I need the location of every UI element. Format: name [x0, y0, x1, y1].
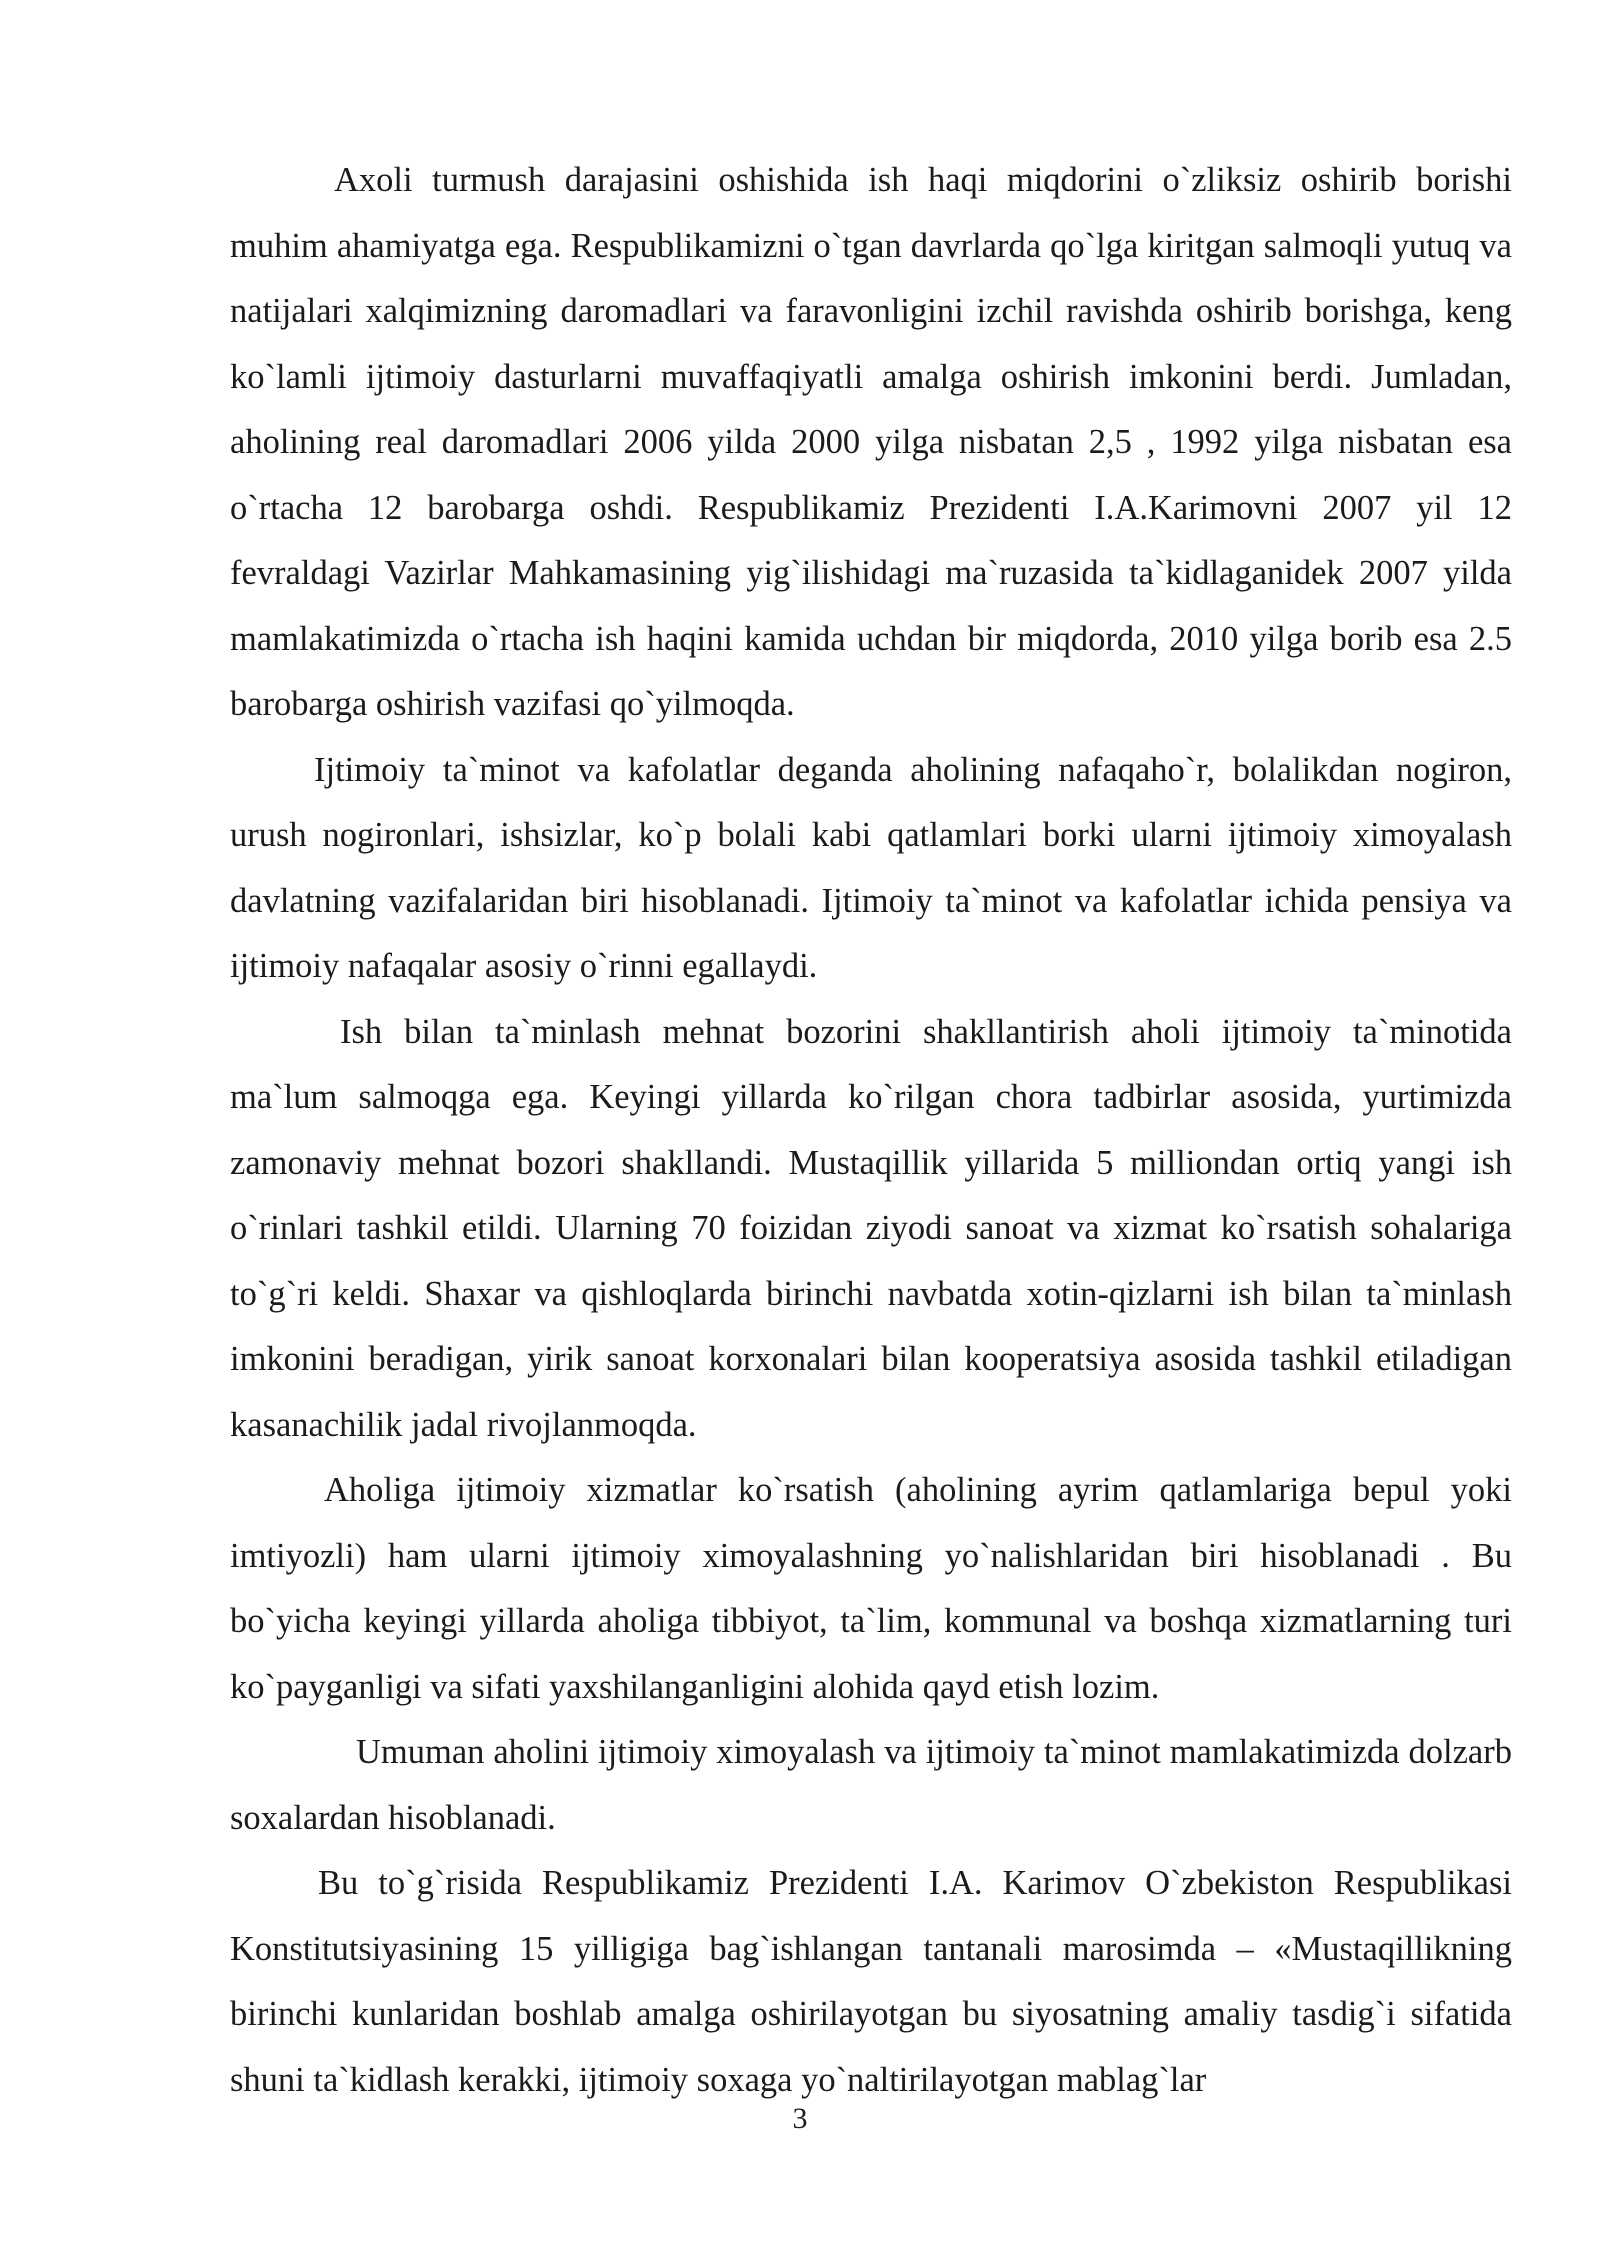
paragraph-social-security: Ijtimoiy ta`minot va kafolatlar deganda aholining nafaqaho`r, bolalikdan nogiron, urush nogironlari, ishsizlar, ko`p bolali kabi qatlamlari borki ularni ijtimoiy ximoyalash davlatning vazifalaridan biri hisoblanadi. Ijtimoiy ta`minot va kafolatlar ichida pensiya va ijtimoiy nafaqalar asosiy o`rinni egallaydi.	[230, 750, 1512, 985]
paragraph-president-quote: Bu to`g`risida Respublikamiz Prezidenti I.A. Karimov O`zbekiston Respublikasi Konstitutsiyasining 15 yilligiga bag`ishlangan tantanali marosimda – «Mustaqillikning birinchi kunlaridan boshlab amalga oshirilayotgan bu siyosatning amaliy tasdig`i sifatida shuni ta`kidlash kerakki, ijtimoiy soxaga yo`naltirilayotgan mablag`lar	[230, 1864, 1512, 2099]
paragraph-social-services: Aholiga ijtimoiy xizmatlar ko`rsatish (aholining ayrim qatlamlariga bepul yoki imtiyozli) ham ularni ijtimoiy ximoyalashning yo`nalishlaridan biri hisoblanadi . Bu bo`yicha keyingi yillarda aholiga tibbiyot, ta`lim, kommunal va boshqa xizmatlarning turi ko`payganligi va sifati yaxshilanganligini alohida qayd etish lozim.	[230, 1471, 1512, 1706]
paragraph-employment: Ish bilan ta`minlash mehnat bozorini shakllantirish aholi ijtimoiy ta`minotida ma`lum salmoqga ega. Keyingi yillarda ko`rilgan chora tadbirlar asosida, yurtimizda zamonaviy mehnat bozori shakllandi. Mustaqillik yillarida 5 milliondan ortiq yangi ish o`rinlari tashkil etildi. Ularning 70 foizidan ziyodi sanoat va xizmat ko`rsatish sohalariga to`g`ri keldi. Shaxar va qishloqlarda birinchi navbatda xotin-qizlarni ish bilan ta`minlash imkonini beradigan, yirik sanoat korxonalari bilan kooperatsiya asosida tashkil etiladigan kasanachilik jadal rivojlanmoqda.	[230, 1012, 1512, 1444]
paragraph-wages: Axoli turmush darajasini oshishida ish haqi miqdorini o`zliksiz oshirib borishi muhim ahamiyatga ega. Respublikamizni o`tgan davrlarda qo`lga kiritgan salmoqli yutuq va natijalari xalqimizning daromadlari va faravonligini izchil ravishda oshirib borishga, keng ko`lamli ijtimoiy dasturlarni muvaffaqiyatli amalga oshirish imkonini berdi. Jumladan, aholining real daromadlari 2006 yilda 2000 yilga nisbatan 2,5 , 1992 yilga nisbatan esa o`rtacha 12 barobarga oshdi. Respublikamiz Prezidenti I.A.Karimovni 2007 yil 12 fevraldagi Vazirlar Mahkamasining yig`ilishidagi ma`ruzasida ta`kidlaganidek 2007 yilda mamlakatimizda o`rtacha ish haqini kamida uchdan bir miqdorda, 2010 yilga borib esa 2.5 barobarga oshirish vazifasi qo`yilmoqda.	[230, 161, 1512, 723]
page-number: 3	[792, 2102, 808, 2135]
paragraph-summary: Umuman aholini ijtimoiy ximoyalash va ijtimoiy ta`minot mamlakatimizda dolzarb soxalardan hisoblanadi.	[230, 1733, 1512, 1837]
document-body	[230, 148, 1512, 2113]
